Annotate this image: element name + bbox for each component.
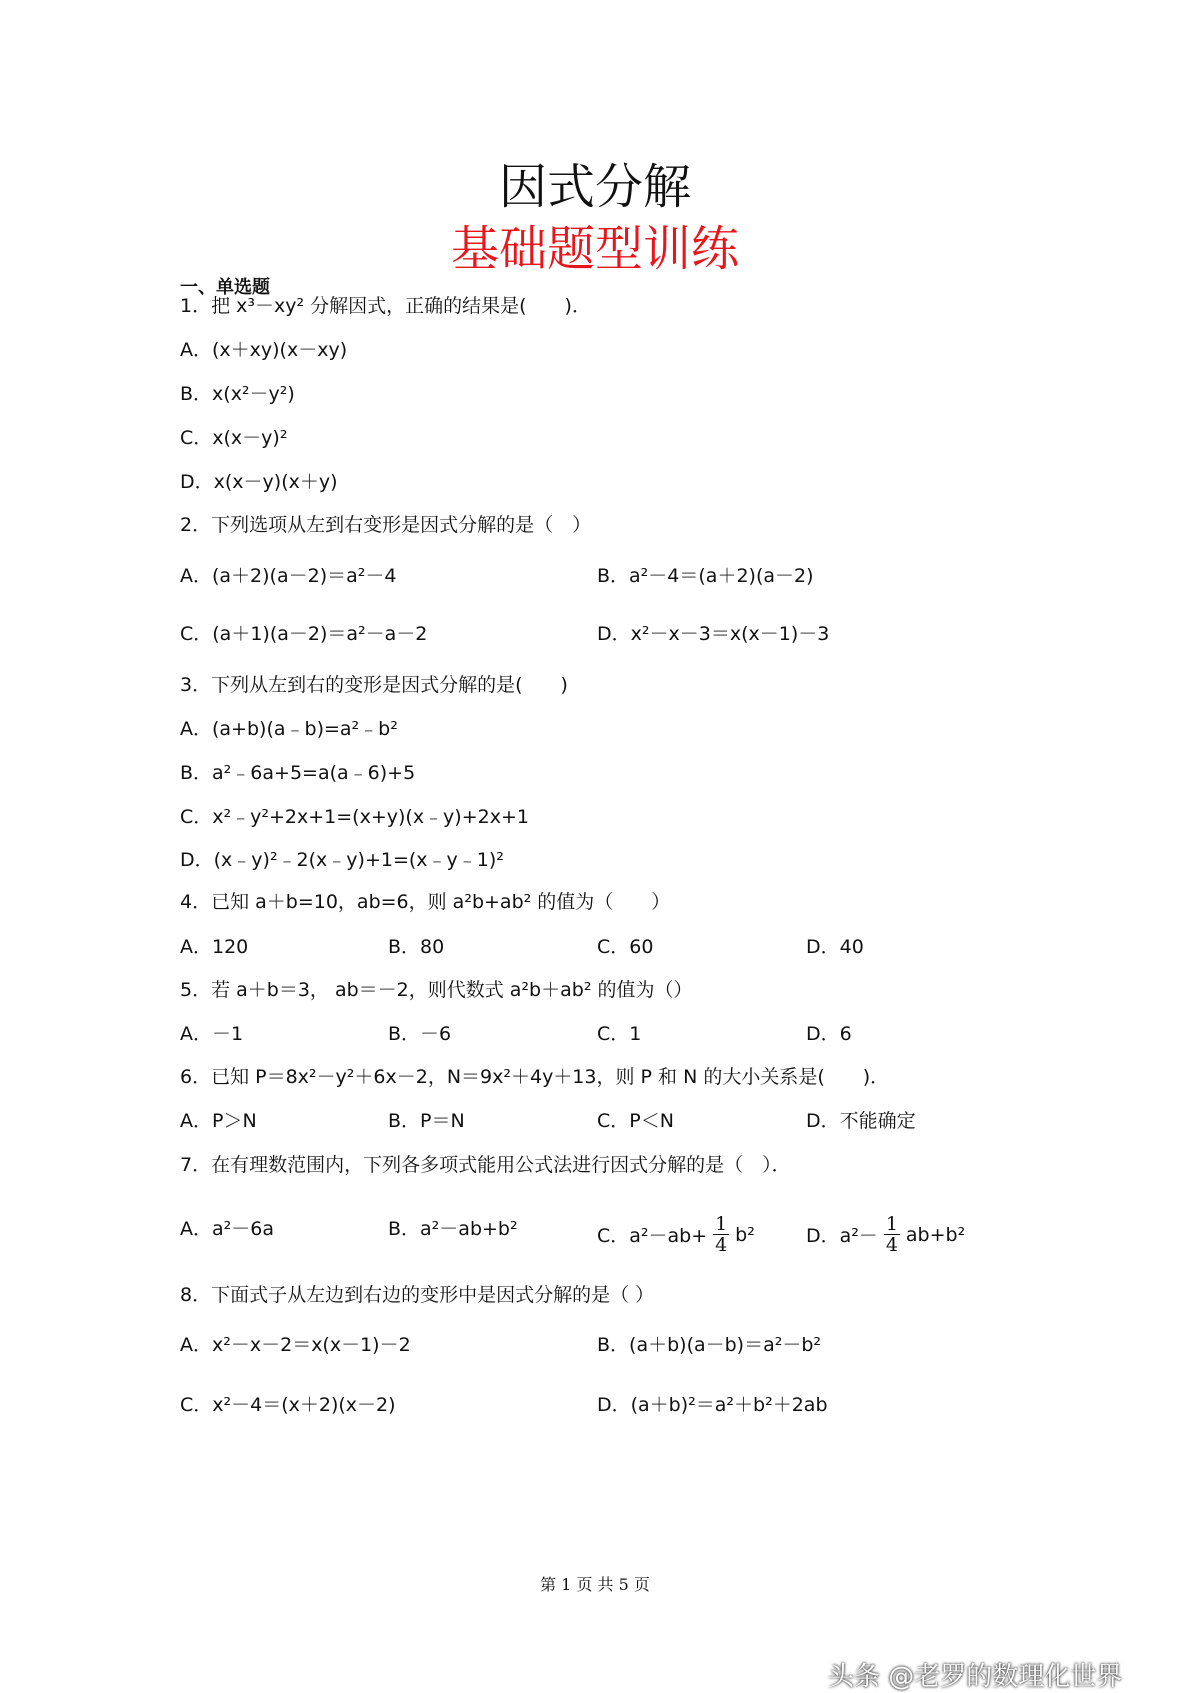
q4-option-d: D．40: [806, 936, 864, 958]
q3-option-c: C．x²﹣y²+2x+1=(x+y)(x﹣y)+2x+1: [180, 806, 529, 828]
question-6-stem: 6．已知 P＝8x²－y²＋6x－2，N＝9x²＋4y＋13，则 P 和 N 的大小关系是( )．: [180, 1066, 890, 1088]
q8-option-c: C．x²－4＝(x＋2)(x－2): [180, 1394, 396, 1416]
q2-option-d: D．x²－x－3＝x(x－1)－3: [597, 623, 830, 645]
q4-option-a: A．120: [180, 936, 249, 958]
question-8-stem: 8．下面式子从左边到右边的变形中是因式分解的是（ ）: [180, 1284, 655, 1306]
q5-option-c: C．1: [597, 1023, 642, 1045]
fraction-denominator: 4: [885, 1234, 898, 1256]
q1-option-a: A．(x＋xy)(x－xy): [180, 339, 348, 361]
q7-option-d-tail: ab+b²: [905, 1223, 966, 1246]
question-4-stem: 4．已知 a＋b=10，ab=6，则 a²b+ab² 的值为（ ）: [180, 891, 671, 913]
q5-option-a: A．－1: [180, 1023, 244, 1045]
q7-option-c-lead: C．a²－ab+: [597, 1225, 708, 1247]
page-footer: 第 1 页 共 5 页: [540, 1575, 650, 1594]
q5-option-b: B．－6: [388, 1023, 452, 1045]
q1-option-b: B．x(x²－y²): [180, 383, 295, 405]
question-2-stem: 2．下列选项从左到右变形是因式分解的是（ ）: [180, 514, 592, 536]
page-title: 因式分解: [498, 159, 691, 215]
q7-option-d-lead: D．a²－: [806, 1225, 878, 1247]
q2-option-c: C．(a＋1)(a－2)＝a²－a－2: [180, 623, 428, 645]
fraction-one-quarter: [884, 1214, 900, 1255]
q3-option-a: A．(a+b)(a﹣b)=a²﹣b²: [180, 718, 398, 740]
section-heading: 一、单选题: [180, 277, 270, 298]
q4-option-c: C．60: [597, 936, 654, 958]
q7-option-c-tail: b²: [735, 1223, 755, 1246]
q6-option-d: D．不能确定: [806, 1110, 916, 1132]
q8-option-b: B．(a＋b)(a－b)＝a²－b²: [597, 1334, 822, 1356]
question-5-stem: 5．若 a＋b＝3， ab＝－2，则代数式 a²b＋ab² 的值为（）: [180, 979, 693, 1001]
q7-option-d: [806, 1214, 965, 1255]
fraction-denominator: 4: [715, 1234, 728, 1256]
fraction-numerator: 1: [885, 1213, 898, 1235]
q7-option-a: A．a²－6a: [180, 1218, 274, 1240]
q8-option-a: A．x²－x－2＝x(x－1)－2: [180, 1334, 411, 1356]
q4-option-b: B．80: [388, 936, 445, 958]
fraction-one-quarter: [713, 1214, 729, 1255]
q7-option-c: [597, 1214, 755, 1255]
question-3-stem: 3．下列从左到右的变形是因式分解的是( ): [180, 674, 568, 696]
q6-option-a: A．P＞N: [180, 1110, 257, 1132]
q1-option-c: C．x(x－y)²: [180, 427, 288, 449]
q5-option-d: D．6: [806, 1023, 852, 1045]
question-1-stem: 1．把 x³－xy² 分解因式，正确的结果是( )．: [180, 295, 591, 317]
q8-option-d: D．(a＋b)²＝a²＋b²＋2ab: [597, 1394, 828, 1416]
q1-option-d: D．x(x－y)(x＋y): [180, 471, 338, 493]
watermark: 头条 @老罗的数理化世界: [828, 1662, 1123, 1692]
q7-option-b: B．a²－ab+b²: [388, 1218, 518, 1240]
page-subtitle: 基础题型训练: [450, 221, 739, 277]
q2-option-a: A．(a＋2)(a－2)＝a²－4: [180, 565, 397, 587]
fraction-numerator: 1: [715, 1213, 728, 1235]
q6-option-b: B．P＝N: [388, 1110, 465, 1132]
question-7-stem: 7．在有理数范围内，下列各多项式能用公式法进行因式分解的是（ ）．: [180, 1154, 791, 1176]
q6-option-c: C．P＜N: [597, 1110, 674, 1132]
q2-option-b: B．a²－4＝(a＋2)(a－2): [597, 565, 814, 587]
q3-option-d: D．(x﹣y)²﹣2(x﹣y)+1=(x﹣y﹣1)²: [180, 849, 504, 871]
q3-option-b: B．a²﹣6a+5=a(a﹣6)+5: [180, 762, 416, 784]
